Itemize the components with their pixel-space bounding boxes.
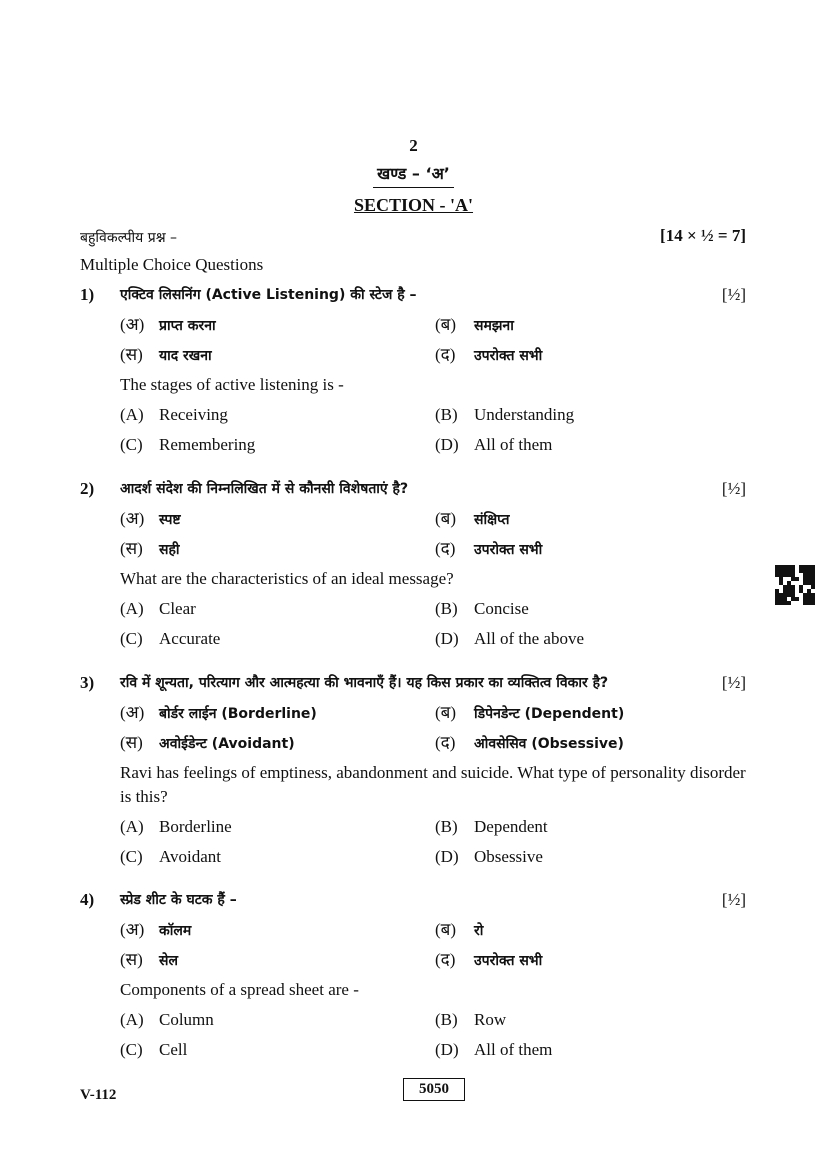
question-1	[80, 280, 746, 460]
question-text-english: The stages of active listening is -	[120, 375, 344, 394]
option-text: डिपेनडेन्ट (Dependent)	[474, 706, 625, 722]
hindi-option-row	[80, 698, 746, 728]
option-text: संक्षिप्त	[474, 512, 510, 528]
english-option	[435, 812, 548, 842]
question-row	[80, 885, 746, 915]
option-text: उपरोक्त सभी	[474, 542, 543, 558]
option-label: (C)	[120, 1040, 143, 1059]
hindi-option	[435, 310, 514, 341]
option-text: All of them	[474, 1040, 553, 1059]
option-label: (स)	[120, 733, 143, 752]
english-option-row	[80, 430, 746, 460]
english-option-row	[80, 594, 746, 624]
hindi-option	[120, 728, 295, 759]
option-label: (B)	[435, 817, 458, 836]
option-label: (द)	[435, 539, 456, 558]
intro-hindi: बहुविकल्पीय प्रश्न –	[80, 230, 178, 246]
option-label: (A)	[120, 1010, 144, 1029]
question-text-hindi: आदर्श संदेश की निम्नलिखित में से कौनसी विशेषताएं है?	[120, 481, 409, 497]
option-label: (A)	[120, 817, 144, 836]
option-text: कॉलम	[159, 923, 192, 939]
option-label: (अ)	[120, 315, 145, 334]
english-option-row	[80, 812, 746, 842]
option-text: सही	[159, 542, 180, 558]
english-option-row	[80, 624, 746, 654]
option-label: (स)	[120, 950, 143, 969]
section-title-hindi: खण्ड – ‘अ’	[373, 162, 454, 188]
option-label: (द)	[435, 733, 456, 752]
option-label: (B)	[435, 1010, 458, 1029]
question-3	[80, 668, 746, 872]
option-label: (स)	[120, 539, 143, 558]
question-number: 3)	[80, 673, 95, 692]
english-option	[120, 594, 196, 624]
intro-english: Multiple Choice Questions	[80, 255, 264, 274]
option-label: (B)	[435, 599, 458, 618]
question-marks: [½]	[721, 285, 746, 304]
question-marks: [½]	[721, 479, 746, 498]
option-text: Obsessive	[474, 847, 543, 866]
option-text: प्राप्त करना	[159, 318, 216, 334]
option-label: (द)	[435, 345, 456, 364]
english-option	[435, 594, 529, 624]
option-text: उपरोक्त सभी	[474, 953, 543, 969]
option-label: (ब)	[435, 315, 457, 334]
option-text: Receiving	[159, 405, 228, 424]
english-option	[120, 400, 228, 430]
hindi-option	[120, 504, 181, 535]
english-option	[435, 624, 584, 654]
hindi-option	[435, 534, 542, 565]
option-text: ओवसेसिव (Obsessive)	[474, 736, 624, 752]
english-option	[120, 430, 255, 460]
option-text: अवोईडेन्ट (Avoidant)	[159, 736, 295, 752]
english-option-row	[80, 842, 746, 872]
english-option	[120, 1005, 214, 1035]
page-code-box: 5050	[403, 1078, 465, 1101]
hindi-option	[120, 698, 317, 729]
option-text: Remembering	[159, 435, 256, 454]
hindi-option-row	[80, 340, 746, 370]
hindi-option	[435, 504, 509, 535]
question-row	[80, 668, 746, 698]
section-hindi-wrap	[0, 162, 827, 188]
question-text-hindi: स्प्रेड शीट के घटक हैं –	[120, 892, 237, 908]
question-text-hindi: एक्टिव लिसनिंग (Active Listening) की स्टेज है –	[120, 287, 417, 303]
section-title-english: SECTION - 'A'	[353, 195, 474, 215]
question-text-english: Components of a spread sheet are -	[120, 980, 359, 999]
option-label: (C)	[120, 435, 143, 454]
english-option	[435, 1035, 552, 1065]
option-label: (B)	[435, 405, 458, 424]
option-text: याद रखना	[159, 348, 212, 364]
option-text: Cell	[159, 1040, 188, 1059]
option-text: All of the above	[474, 629, 584, 648]
option-text: Column	[159, 1010, 214, 1029]
english-option-row	[80, 1035, 746, 1065]
english-option	[435, 1005, 506, 1035]
option-label: (A)	[120, 599, 144, 618]
hindi-option	[120, 534, 180, 565]
qr-code-icon	[775, 565, 815, 605]
english-option	[435, 842, 543, 872]
option-text: रो	[474, 923, 484, 939]
total-marks: [14 × ½ = 7]	[660, 226, 746, 245]
option-label: (D)	[435, 435, 459, 454]
option-text: सेल	[159, 953, 178, 969]
english-option	[435, 430, 552, 460]
option-label: (स)	[120, 345, 143, 364]
hindi-option	[435, 728, 624, 759]
hindi-option	[120, 945, 178, 976]
english-option	[120, 842, 221, 872]
option-label: (ब)	[435, 509, 457, 528]
question-marks: [½]	[721, 890, 746, 909]
hindi-option	[435, 698, 624, 729]
hindi-option	[435, 915, 483, 946]
question-marks: [½]	[721, 673, 746, 692]
option-text: Clear	[159, 599, 196, 618]
option-label: (ब)	[435, 703, 457, 722]
hindi-option	[435, 340, 542, 371]
question-row	[80, 280, 746, 310]
option-text: Avoidant	[159, 847, 222, 866]
paper-code: V-112	[80, 1087, 117, 1103]
option-label: (अ)	[120, 920, 145, 939]
option-label: (C)	[120, 629, 143, 648]
question-text-hindi: रवि में शून्यता, परित्याग और आत्महत्या की भावनाएँ हैं। यह किस प्रकार का व्यक्तित्व विकार है?	[120, 675, 609, 691]
question-row	[80, 474, 746, 504]
hindi-option	[120, 310, 216, 341]
english-option	[120, 812, 232, 842]
option-label: (A)	[120, 405, 144, 424]
option-label: (D)	[435, 847, 459, 866]
option-text: उपरोक्त सभी	[474, 348, 543, 364]
option-label: (D)	[435, 1040, 459, 1059]
option-text: स्पष्ट	[159, 512, 181, 528]
hindi-option-row	[80, 915, 746, 945]
option-label: (द)	[435, 950, 456, 969]
option-text: Row	[474, 1010, 507, 1029]
question-2	[80, 474, 746, 654]
question-number: 2)	[80, 479, 95, 498]
option-label: (D)	[435, 629, 459, 648]
question-text-english: What are the characteristics of an ideal message?	[120, 569, 454, 588]
page-number: 2	[409, 136, 418, 155]
question-text-english: Ravi has feelings of emptiness, abandonment and suicide. What type of personality disorder is this?	[120, 763, 746, 806]
hindi-option-row	[80, 310, 746, 340]
option-text: All of them	[474, 435, 553, 454]
english-option	[120, 1035, 187, 1065]
hindi-option	[120, 915, 191, 946]
english-option-row	[80, 1005, 746, 1035]
option-label: (अ)	[120, 509, 145, 528]
option-label: (C)	[120, 847, 143, 866]
question-number: 4)	[80, 890, 95, 909]
option-label: (ब)	[435, 920, 457, 939]
english-option	[435, 400, 574, 430]
option-text: बोर्डर लाईन (Borderline)	[159, 706, 317, 722]
hindi-option	[120, 340, 212, 371]
hindi-option-row	[80, 945, 746, 975]
option-text: Accurate	[159, 629, 221, 648]
hindi-option-row	[80, 728, 746, 758]
option-text: समझना	[474, 318, 514, 334]
english-option	[120, 624, 220, 654]
hindi-option-row	[80, 534, 746, 564]
question-number: 1)	[80, 285, 95, 304]
option-text: Understanding	[474, 405, 575, 424]
option-text: Dependent	[474, 817, 548, 836]
option-label: (अ)	[120, 703, 145, 722]
question-4	[80, 885, 746, 1065]
option-text: Concise	[474, 599, 529, 618]
hindi-option-row	[80, 504, 746, 534]
hindi-option	[435, 945, 542, 976]
option-text: Borderline	[159, 817, 232, 836]
english-option-row	[80, 400, 746, 430]
